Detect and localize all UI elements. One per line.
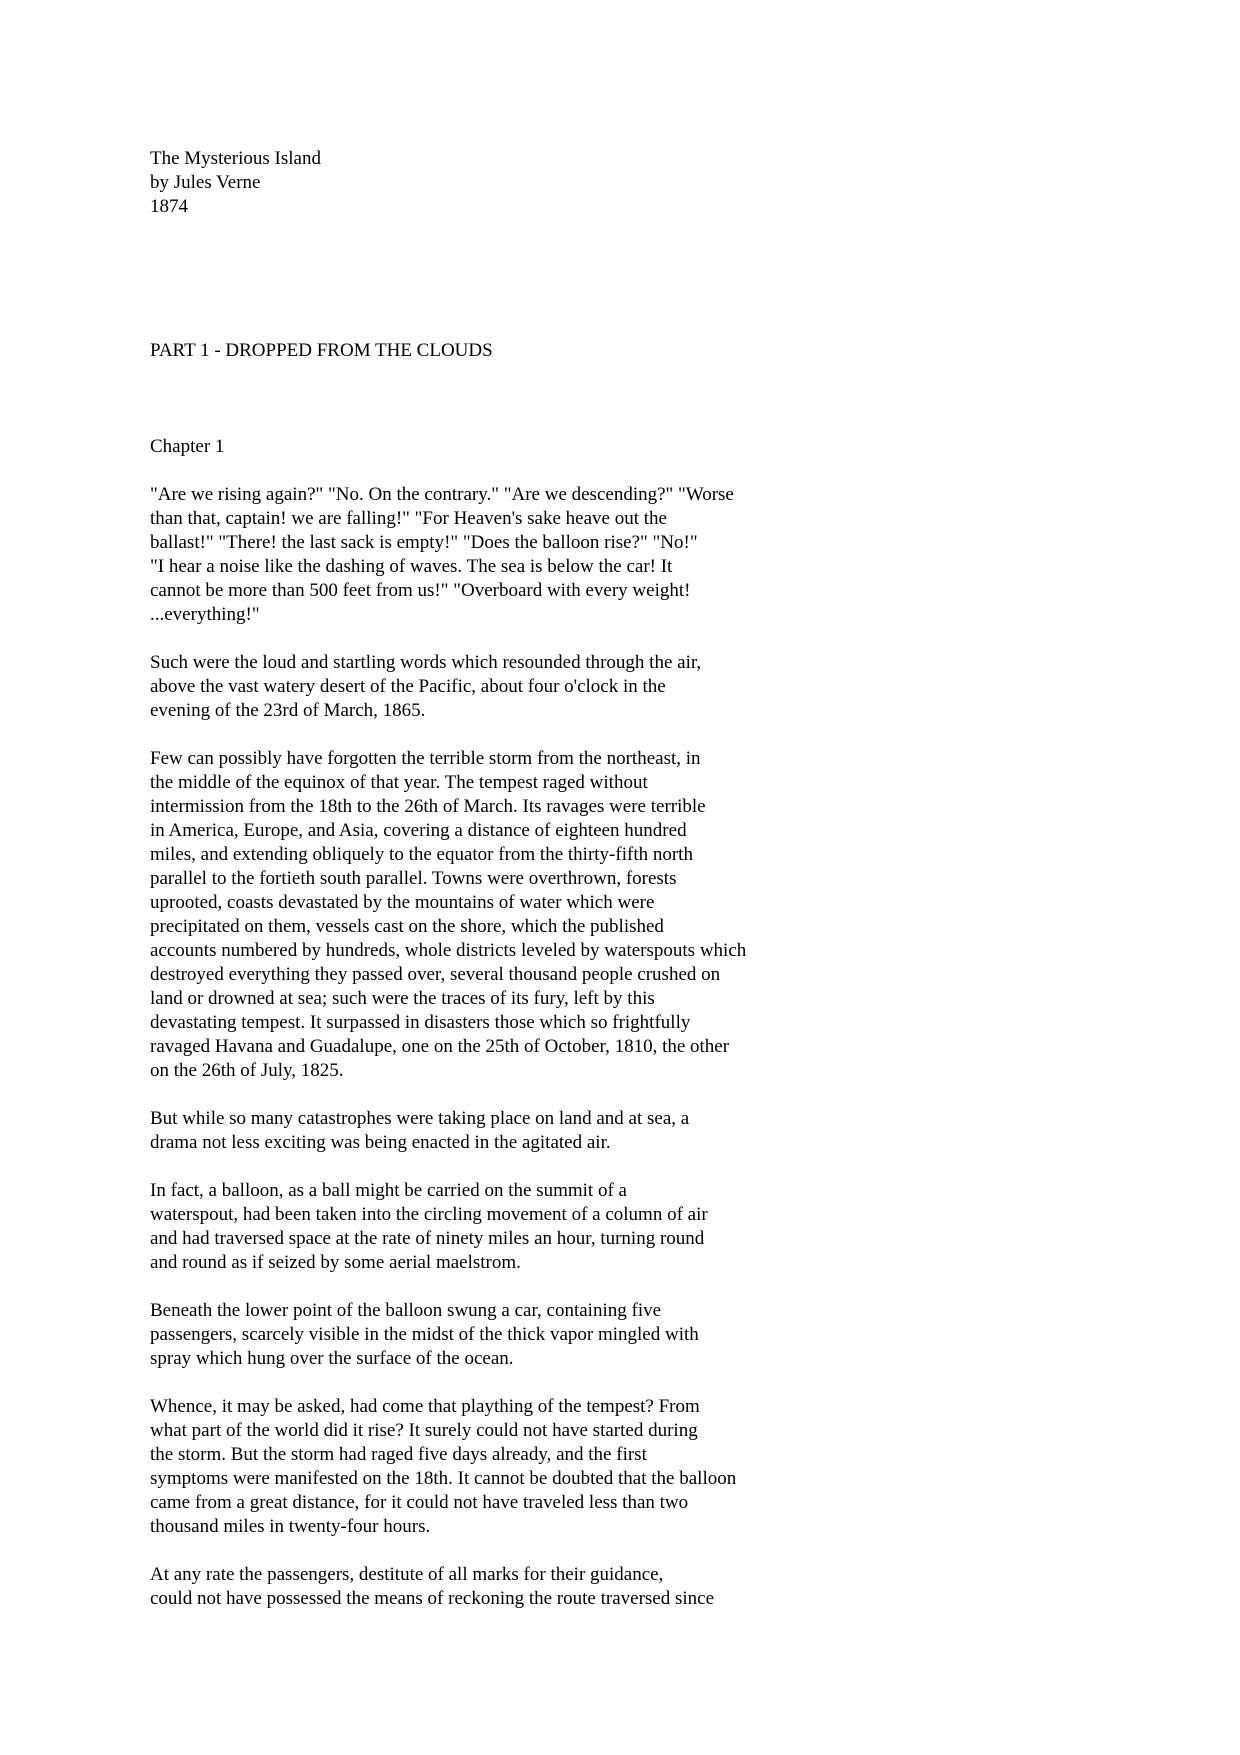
book-year: 1874 xyxy=(150,196,188,217)
part-title: PART 1 - DROPPED FROM THE CLOUDS xyxy=(150,340,493,361)
paragraph-line: ...everything!" xyxy=(150,604,260,625)
paragraph-line: spray which hung over the surface of the ocean. xyxy=(150,1348,514,1369)
paragraph-line: But while so many catastrophes were taking place on land and at sea, a xyxy=(150,1108,690,1129)
paragraph-line: the storm. But the storm had raged five days already, and the first xyxy=(150,1444,647,1465)
paragraph-line: Few can possibly have forgotten the terrible storm from the northeast, in xyxy=(150,748,701,769)
paragraph xyxy=(150,747,1150,1083)
paragraph xyxy=(150,1299,1150,1371)
paragraph-line: cannot be more than 500 feet from us!" "Overboard with every weight! xyxy=(150,580,691,601)
paragraph xyxy=(150,651,1150,723)
paragraph-line: came from a great distance, for it could not have traveled less than two xyxy=(150,1492,689,1513)
paragraph xyxy=(150,1563,1150,1611)
title-block xyxy=(150,147,1150,219)
document-page xyxy=(150,147,1150,1611)
part-heading xyxy=(150,339,1150,363)
paragraph-line: destroyed everything they passed over, several thousand people crushed on xyxy=(150,964,721,985)
paragraph-line: At any rate the passengers, destitute of all marks for their guidance, xyxy=(150,1564,664,1585)
paragraph-line: the middle of the equinox of that year. The tempest raged without xyxy=(150,772,648,793)
paragraph-line: waterspout, had been taken into the circling movement of a column of air xyxy=(150,1204,708,1225)
paragraph-line: Such were the loud and startling words which resounded through the air, xyxy=(150,652,702,673)
paragraph xyxy=(150,1107,1150,1155)
paragraph xyxy=(150,483,1150,627)
paragraph-line: passengers, scarcely visible in the midst of the thick vapor mingled with xyxy=(150,1324,699,1345)
paragraph-line: than that, captain! we are falling!" "For Heaven's sake heave out the xyxy=(150,508,667,529)
paragraph-line: drama not less exciting was being enacted in the agitated air. xyxy=(150,1132,611,1153)
paragraph-line: in America, Europe, and Asia, covering a distance of eighteen hundred xyxy=(150,820,687,841)
paragraph-line: could not have possessed the means of reckoning the route traversed since xyxy=(150,1588,715,1609)
paragraph-line: parallel to the fortieth south parallel. Towns were overthrown, forests xyxy=(150,868,677,889)
paragraph-line: above the vast watery desert of the Pacific, about four o'clock in the xyxy=(150,676,666,697)
paragraph-line: precipitated on them, vessels cast on the shore, which the published xyxy=(150,916,664,937)
paragraph-line: Beneath the lower point of the balloon swung a car, containing five xyxy=(150,1300,662,1321)
paragraph-line: evening of the 23rd of March, 1865. xyxy=(150,700,426,721)
paragraph-line: uprooted, coasts devastated by the mountains of water which were xyxy=(150,892,655,913)
paragraph-line: what part of the world did it rise? It surely could not have started during xyxy=(150,1420,698,1441)
paragraph-line: thousand miles in twenty-four hours. xyxy=(150,1516,431,1537)
book-author: by Jules Verne xyxy=(150,172,261,193)
paragraph-line: ballast!" "There! the last sack is empty!" "Does the balloon rise?" "No!" xyxy=(150,532,698,553)
paragraph-line: land or drowned at sea; such were the traces of its fury, left by this xyxy=(150,988,655,1009)
paragraph xyxy=(150,1179,1150,1275)
paragraph-line: intermission from the 18th to the 26th of March. Its ravages were terrible xyxy=(150,796,706,817)
paragraph-line: symptoms were manifested on the 18th. It cannot be doubted that the balloon xyxy=(150,1468,737,1489)
paragraph-line: and round as if seized by some aerial maelstrom. xyxy=(150,1252,521,1273)
chapter-heading xyxy=(150,435,1150,459)
paragraph-line: "I hear a noise like the dashing of waves. The sea is below the car! It xyxy=(150,556,673,577)
paragraph xyxy=(150,1395,1150,1539)
paragraph-line: In fact, a balloon, as a ball might be carried on the summit of a xyxy=(150,1180,627,1201)
paragraph-line: ravaged Havana and Guadalupe, one on the 25th of October, 1810, the other xyxy=(150,1036,730,1057)
chapter-title: Chapter 1 xyxy=(150,436,225,457)
paragraph-line: accounts numbered by hundreds, whole districts leveled by waterspouts which xyxy=(150,940,747,961)
book-title: The Mysterious Island xyxy=(150,148,321,169)
paragraph-line: miles, and extending obliquely to the equator from the thirty-fifth north xyxy=(150,844,693,865)
paragraph-line: "Are we rising again?" "No. On the contrary." "Are we descending?" "Worse xyxy=(150,484,734,505)
paragraph-line: on the 26th of July, 1825. xyxy=(150,1060,344,1081)
paragraph-line: Whence, it may be asked, had come that plaything of the tempest? From xyxy=(150,1396,700,1417)
paragraph-line: and had traversed space at the rate of ninety miles an hour, turning round xyxy=(150,1228,705,1249)
paragraph-line: devastating tempest. It surpassed in disasters those which so frightfully xyxy=(150,1012,691,1033)
